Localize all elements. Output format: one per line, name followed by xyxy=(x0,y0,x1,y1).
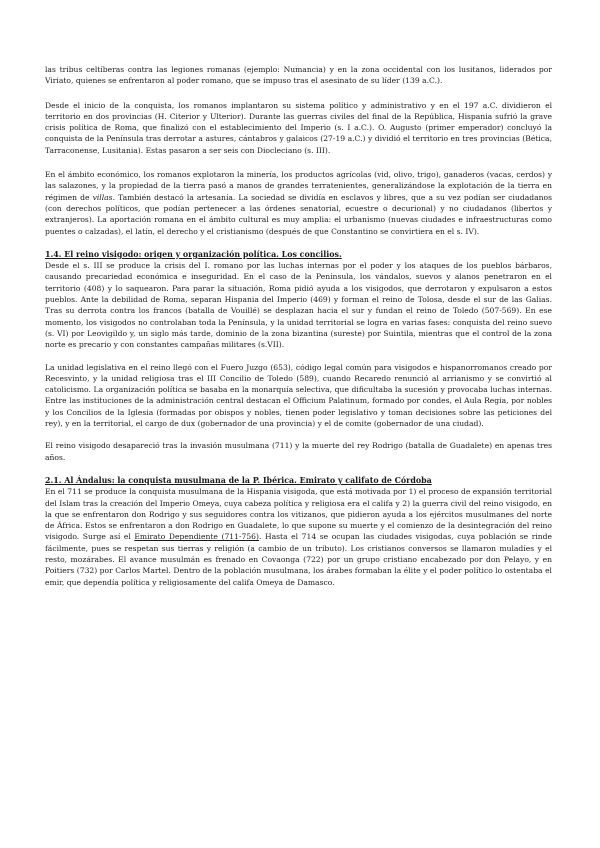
section-heading-reino-visigodo: 1.4. El reino visigodo: origen y organización política. Los concilios. xyxy=(45,249,342,259)
economia-text-end: . También destacó la artesanía. La sociedad se dividía en esclavos y libres, que a su vez podían ser ciudadanos (con derechos políticos, que podían pertenecer a las órdenes senatorial, ecuestre o decurional) y no ciudadanos (libertos y extranjeros). La aportación romana en el ámbito cultural es muy amplia: el urbanismo (nuevas ciudades e infraestructuras como puentes o calzadas), el latín, el derecho y el cristianismo (después de que Constantino se convirtiera en el s. IV). xyxy=(45,192,552,236)
conquista-text-end: . Hasta el 714 se ocupan las ciudades visigodas, cuya población se rinde fácilmente, pues se respetan sus tierras y religión (a cambio de un tributo). Los cristianos conversos se llamaron muladíes y el resto, mozárabes. El avance musulmán es frenado en Covaonga (722) por un grupo cristiano encabezado por don Pelayo, y en Poitiers (732) por Carlos Martel. Dentro de la población musulmana, los árabes formaban la élite y el poder político lo ostentaba el emir, que dependía política y religiosamente del califa Omeya de Damasco. xyxy=(45,532,553,587)
economia-text-start: En el ámbito económico, los romanos explotaron la minería, los productos agrícolas (vid, olivo, trigo), ganaderos (vacas, cerdos) y las salazones, y la propiedad de la tierra pasó a manos de grandes terratenientes, generalizándose la explotación de la tierra en régimen de xyxy=(45,170,552,202)
emirato-dependiente-term: Emirato Dependiente (711-756) xyxy=(134,532,259,542)
paragraph-conquista-musulmana xyxy=(45,486,552,588)
paragraph-fin-reino-visigodo: El reino visigodo desapareció tras la invasión musulmana (711) y la muerte del rey Rodrigo (batalla de Guadalete) en apenas tres años. xyxy=(45,441,552,462)
paragraph-economia-sociedad xyxy=(45,169,552,237)
paragraph-unidad-legislativa: La unidad legislativa en el reino llegó con el Fuero Juzgo (653), código legal común para visigodos e hispanorromanos creado por Recesvinto, y la unidad religiosa tras el III Concilio de Toledo (589), cuando Recaredo renunció al arrianismo y se convirtió al catolicismo. La organización política se basaba en la monarquía selectiva, que dificultaba la sucesión y provocaba luchas internas. Entre las instituciones de la administración central destacan el Officium Palatinum, formado por condes, el Aula Regia, por nobles y los Concilios de la Iglesia (formadas por obispos y nobles, tienen poder legislativo y toman decisiones sobre las peticiones del rey), y en la territorial, el cargo de dux (gobernador de una provincia) y el de comite (gobernador de una ciudad). xyxy=(45,362,552,429)
villas-term: villas xyxy=(92,192,113,202)
conquista-text-start: En el 711 se produce la conquista musulmana de la Hispania visigoda, que está motivada por 1) el proceso de expansión territorial del Islam tras la creación del Imperio Omeya, cuya cabeza política y religiosa era el califa y 2) la guerra civil del reino visigodo, en la que se enfrentaron don Rodrigo y sus seguidores contra los vitizanos, que pidieron ayuda a los ejércitos musulmanes del norte de África. Estos se enfrentaron a don Rodrigo en Guadalete, lo que supone su muerte y el comienzo de la desintegración del reino visigodo. Surge así el xyxy=(45,487,552,542)
section-heading-al-andalus: 2.1. Al Ándalus: la conquista musulmana de la P. Ibérica. Emirato y califato de Córdoba xyxy=(45,475,432,485)
paragraph-crisis-imperio: Desde el s. III se produce la crisis del I. romano por las luchas internas por el poder y los ataques de los pueblos bárbaros, causando precariedad económica e inseguridad. En el caso de la Península, los vándalos, suevos y alanos penetraron en el territorio (408) y lo saquearon. Para parar la situación, Roma pidió ayuda a los visigodos, que derrotaron y expulsaron a estos pueblos. Ante la debilidad de Roma, separan Hispania del Imperio (469) y forman el reino de Tolosa, desde el sur de las Galias. Tras su derrota contra los francos (batalla de Vouillé) se desplazan hacia el sur y fundan el reino de Toledo (507-569). En ese momento, los visigodos no controlaban toda la Península, y la unidad territorial se logra en varias fases: conquista del reino suevo (s. VI) por Leovigildo y, un siglo más tarde, dominio de la zona bizantina (sureste) por Suintila, mientras que el control de la zona norte es precario y con constantes campañas militares (s.VII). xyxy=(45,261,552,350)
paragraph-provincias: Desde el inicio de la conquista, los romanos implantaron su sistema político y administrativo y en el 197 a.C. dividieron el territorio en dos provincias (H. Citerior y Ulterior). Durante las guerras civiles del final de la República, Hispania sufrió la grave crisis política de Roma, que finalizó con el establecimiento del Imperio (s. I a.C.). O. Augusto (primer emperador) concluyó la conquista de la Península tras derrotar a astures, cántabros y galaicos (27-19 a.C.) y dividió el territorio en tres provincias (Bética, Tarraconense, Lusitania). Estas pasaron a ser seis con Diocleciano (s. III). xyxy=(45,100,552,155)
paragraph-celtiberos: las tribus celtíberas contra las legiones romanas (ejemplo: Numancia) y en la zona occidental con los lusitanos, liderados por Viriato, quienes se enfrentaron al poder romano, que se impuso tras el asesinato de su líder (139 a.C.). xyxy=(45,65,552,86)
